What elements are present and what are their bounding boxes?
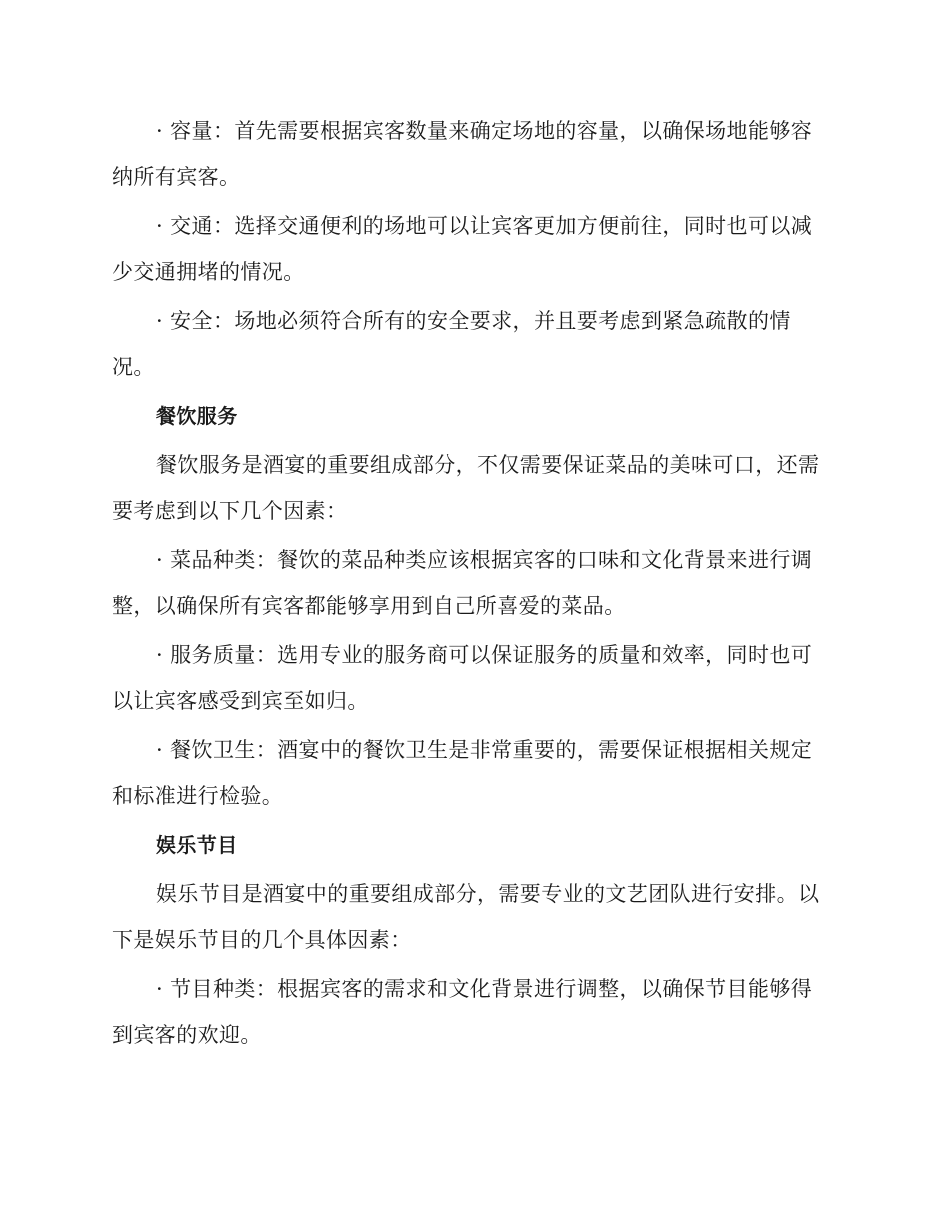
bullet-dish-variety: · 菜品种类：餐饮的菜品种类应该根据宾客的口味和文化背景来进行调整，以确保所有宾客都能够享用到自己所喜爱的菜品。: [112, 548, 813, 618]
section-heading-catering: 餐饮服务: [156, 404, 238, 428]
bullet-service-quality: · 服务质量：选用专业的服务商可以保证服务的质量和效率，同时也可以让宾客感受到宾至如归。: [112, 643, 813, 713]
section-heading-entertainment: 娱乐节目: [156, 833, 238, 857]
paragraph-entertainment-intro: 娱乐节目是酒宴中的重要组成部分，需要专业的文艺团队进行安排。以下是娱乐节目的几个具体因素：: [112, 882, 820, 952]
paragraph-catering-intro: 餐饮服务是酒宴的重要组成部分，不仅需要保证菜品的美味可口，还需要考虑到以下几个因素：: [112, 453, 820, 523]
bullet-capacity: · 容量：首先需要根据宾客数量来确定场地的容量，以确保场地能够容纳所有宾客。: [112, 119, 813, 189]
bullet-safety: · 安全：场地必须符合所有的安全要求，并且要考虑到紧急疏散的情况。: [112, 309, 791, 379]
bullet-transport: · 交通：选择交通便利的场地可以让宾客更加方便前往，同时也可以减少交通拥堵的情况。: [112, 214, 813, 284]
bullet-food-hygiene: · 餐饮卫生：酒宴中的餐饮卫生是非常重要的，需要保证根据相关规定和标准进行检验。: [112, 738, 813, 808]
bullet-program-variety: · 节目种类：根据宾客的需求和文化背景进行调整，以确保节目能够得到宾客的欢迎。: [112, 977, 813, 1047]
